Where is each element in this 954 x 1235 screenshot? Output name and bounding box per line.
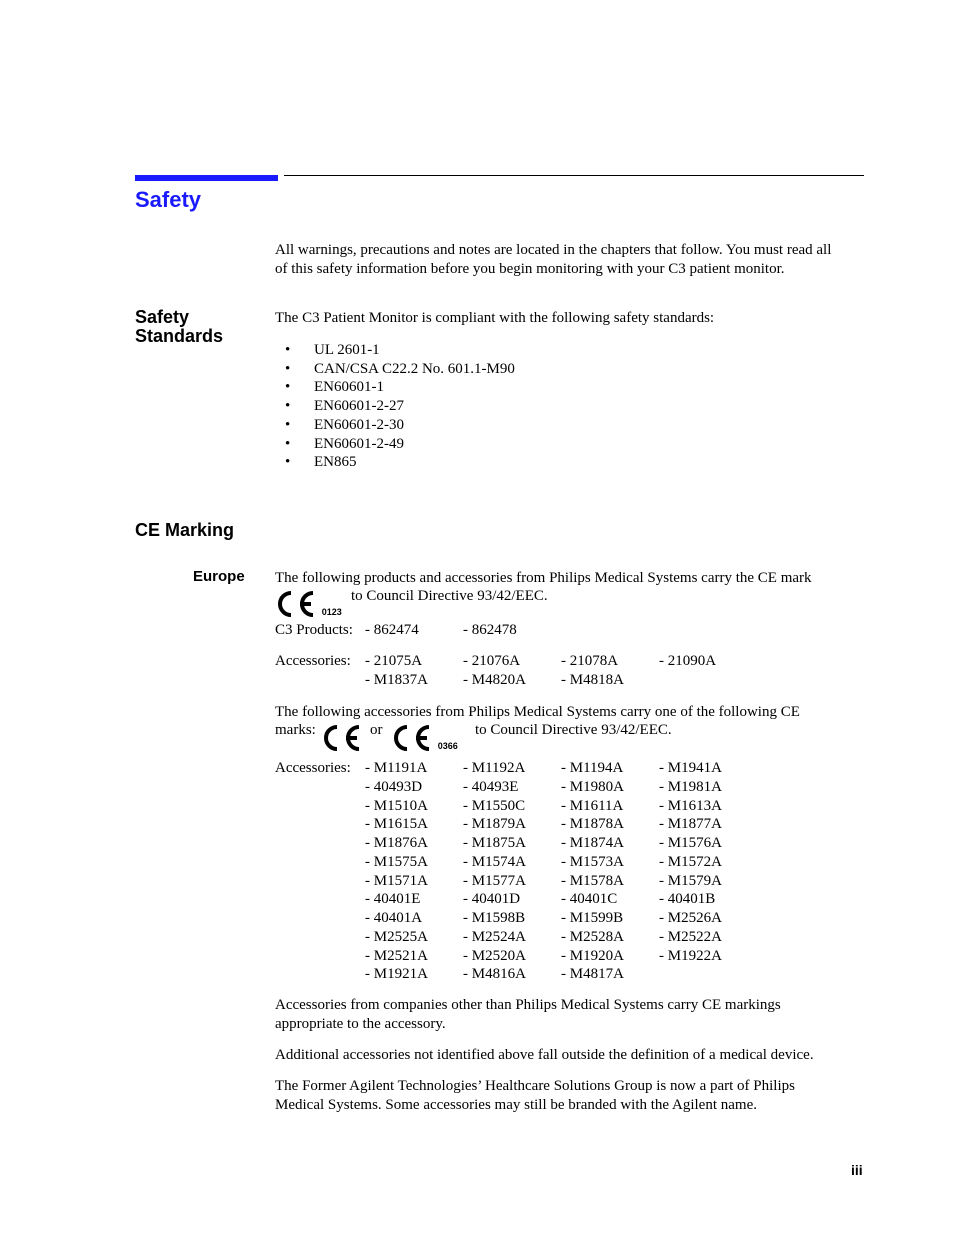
accessory-item: - 40401C [561, 891, 618, 908]
intro-line: of this safety information before you begin monitoring with your C3 patient monitor. [275, 261, 785, 277]
bullet: • [285, 454, 291, 471]
accessory-item: - M2521A [365, 947, 428, 964]
heading-rule [284, 175, 864, 176]
ce-mark-0366 [392, 724, 458, 752]
para-line: appropriate to the accessory. [275, 1016, 446, 1032]
label-spacer [275, 872, 365, 891]
bullet: • [285, 379, 291, 396]
accessory-item: - M1599B [561, 910, 624, 926]
standard-item [285, 341, 515, 360]
accessory-row [275, 797, 757, 816]
accessory-item: - M1550C [463, 797, 526, 814]
ce-paragraph-5 [275, 1077, 865, 1115]
label-spacer [275, 928, 365, 947]
accessory-item [659, 671, 757, 690]
accessory-item: - M1191A [365, 760, 428, 776]
standard-label: EN60601-2-30 [314, 416, 404, 433]
standards-list [285, 341, 515, 472]
label-spacer [275, 778, 365, 797]
bullet: • [285, 435, 291, 452]
product-item: - 862474 [365, 622, 419, 638]
accessory-row [275, 778, 757, 797]
accessory-item: - M1615A [365, 816, 428, 833]
accessory-item: - M1874A [561, 835, 624, 851]
accessory-row [275, 928, 757, 947]
product-item: - 862478 [463, 622, 517, 638]
intro-paragraph [275, 241, 865, 279]
accessory-item: - M4817A [561, 966, 624, 983]
accessory-item: - M1875A [463, 835, 526, 851]
label-spacer [275, 671, 365, 690]
accessory-item: - M2520A [463, 947, 526, 964]
accessory-item: - M1611A [561, 797, 624, 814]
accessories-label: Accessories: [275, 653, 351, 669]
label-spacer [275, 909, 365, 928]
c3-products-row [275, 621, 561, 640]
heading-accent-bar [135, 175, 278, 181]
para-line: Medical Systems. Some accessories may still be branded with the Agilent name. [275, 1097, 757, 1113]
accessory-row [275, 890, 757, 909]
standards-lead: The C3 Patient Monitor is compliant with the following safety standards: [275, 310, 715, 326]
notified-body-number: 0366 [437, 741, 458, 752]
label-spacer [275, 834, 365, 853]
label-spacer [275, 965, 365, 984]
heading-line: Standards [135, 326, 224, 346]
accessory-item: - M1981A [659, 778, 722, 795]
ce-mark-icon [392, 724, 434, 752]
accessory-row [275, 652, 757, 671]
label-spacer [275, 815, 365, 834]
bullet: • [285, 360, 291, 377]
products-label: C3 Products: [275, 622, 353, 638]
accessory-item: - M2526A [659, 910, 722, 926]
accessory-item: - M1598B [463, 910, 526, 926]
accessory-item: - 21078A [561, 653, 619, 669]
accessory-item: - M4820A [463, 671, 526, 688]
or-text: or [370, 722, 383, 738]
ce-mark-plain [322, 724, 364, 752]
bullet: • [285, 416, 291, 433]
bullet: • [285, 398, 291, 415]
accessory-item [659, 965, 757, 984]
accessory-item: - M1921A [365, 966, 428, 983]
accessory-item: - M1879A [463, 816, 526, 833]
accessory-row [275, 671, 757, 690]
intro-line: All warnings, precautions and notes are located in the chapters that follow. You must read all [275, 242, 832, 258]
accessories-table-1 [275, 652, 757, 690]
ce-mark-icon [276, 590, 318, 618]
bullet: • [285, 342, 291, 358]
accessory-item: - M4818A [561, 671, 624, 688]
accessory-item: - M1510A [365, 797, 428, 814]
accessory-item: - 40401A [365, 910, 423, 926]
heading-line: Safety [135, 307, 190, 327]
notified-body-number: 0123 [321, 607, 342, 618]
accessory-item: - 40401D [463, 891, 521, 908]
accessory-item: - M1194A [561, 760, 624, 776]
accessory-item: - M2522A [659, 928, 722, 945]
accessory-item: - 21075A [365, 653, 423, 669]
accessory-item: - M2528A [561, 928, 624, 945]
ce-mark-0123 [276, 590, 342, 618]
accessory-item: - M1576A [659, 835, 722, 851]
accessory-row [275, 965, 757, 984]
accessory-item: - M4816A [463, 966, 526, 983]
accessories-label: Accessories: [275, 760, 351, 776]
accessory-item: - 40401B [659, 891, 716, 908]
accessory-item: - M1877A [659, 816, 722, 833]
accessory-row [275, 815, 757, 834]
standard-item [285, 360, 515, 379]
accessory-item: - M1571A [365, 872, 428, 889]
accessory-row [275, 834, 757, 853]
ce-paragraph-3 [275, 996, 865, 1034]
standard-item [285, 397, 515, 416]
label-spacer [275, 890, 365, 909]
accessory-item: - M1920A [561, 947, 624, 964]
accessory-item: - 21076A [463, 653, 521, 669]
accessory-item: - M1613A [659, 797, 722, 814]
standard-item [285, 416, 515, 435]
accessory-item: - M1876A [365, 835, 428, 851]
accessory-item: - 21090A [659, 653, 717, 669]
accessory-item: - M1192A [463, 760, 526, 776]
accessory-row [275, 853, 757, 872]
accessory-item: - M1572A [659, 853, 722, 870]
standard-item [285, 453, 515, 472]
para-line: The Former Agilent Technologies’ Healthcare Solutions Group is now a part of Philips [275, 1078, 795, 1094]
safety-standards-heading [135, 308, 223, 346]
page-number: iii [851, 1162, 863, 1178]
standard-item [285, 378, 515, 397]
ce-paragraph-4: Additional accessories not identified above fall outside the definition of a medical device. [275, 1047, 814, 1063]
accessory-item: - 40493D [365, 778, 423, 795]
accessory-item: - M1941A [659, 760, 722, 776]
standard-label: EN60601-2-49 [314, 435, 404, 452]
standard-item [285, 435, 515, 454]
accessory-item: - M1837A [365, 671, 428, 688]
label-spacer [275, 853, 365, 872]
accessory-item: - M2525A [365, 928, 428, 945]
ce-marking-heading: CE Marking [135, 520, 235, 540]
label-spacer [275, 797, 365, 816]
ce-paragraph-2-tail: to Council Directive 93/42/EEC. [475, 722, 672, 738]
europe-heading: Europe [193, 568, 245, 585]
standard-label: EN60601-2-27 [314, 398, 404, 415]
accessory-row [275, 759, 757, 778]
accessory-row [275, 947, 757, 966]
ce-paragraph-2-marks: marks: [275, 722, 316, 738]
accessory-row [275, 909, 757, 928]
accessory-item: - M1574A [463, 853, 526, 870]
accessory-item: - M1579A [659, 872, 722, 889]
accessory-item: - 40493E [463, 778, 519, 795]
standard-label: EN60601-1 [314, 379, 384, 396]
accessory-item: - M2524A [463, 928, 526, 945]
ce-paragraph-1: The following products and accessories from Philips Medical Systems carry the CE mark [275, 570, 812, 586]
accessory-item: - M1878A [561, 816, 624, 833]
ce-paragraph-2: The following accessories from Philips Medical Systems carry one of the following CE [275, 704, 800, 720]
accessory-item: - 40401E [365, 891, 421, 908]
accessory-item: - M1573A [561, 853, 624, 870]
accessories-table-2 [275, 759, 757, 984]
label-spacer [275, 947, 365, 966]
standard-label: CAN/CSA C22.2 No. 601.1-M90 [314, 360, 515, 377]
ce-mark-icon [322, 724, 364, 752]
accessory-item: - M1578A [561, 872, 624, 889]
page-title: Safety [135, 187, 202, 212]
accessory-item: - M1980A [561, 778, 624, 795]
standard-label: UL 2601-1 [314, 342, 380, 358]
accessory-item: - M1577A [463, 872, 526, 889]
accessory-row [275, 872, 757, 891]
accessory-item: - M1922A [659, 947, 722, 964]
accessory-item: - M1575A [365, 853, 428, 870]
ce-paragraph-1-tail: to Council Directive 93/42/EEC. [351, 588, 548, 604]
standard-label: EN865 [314, 454, 357, 471]
para-line: Accessories from companies other than Philips Medical Systems carry CE markings [275, 997, 781, 1013]
